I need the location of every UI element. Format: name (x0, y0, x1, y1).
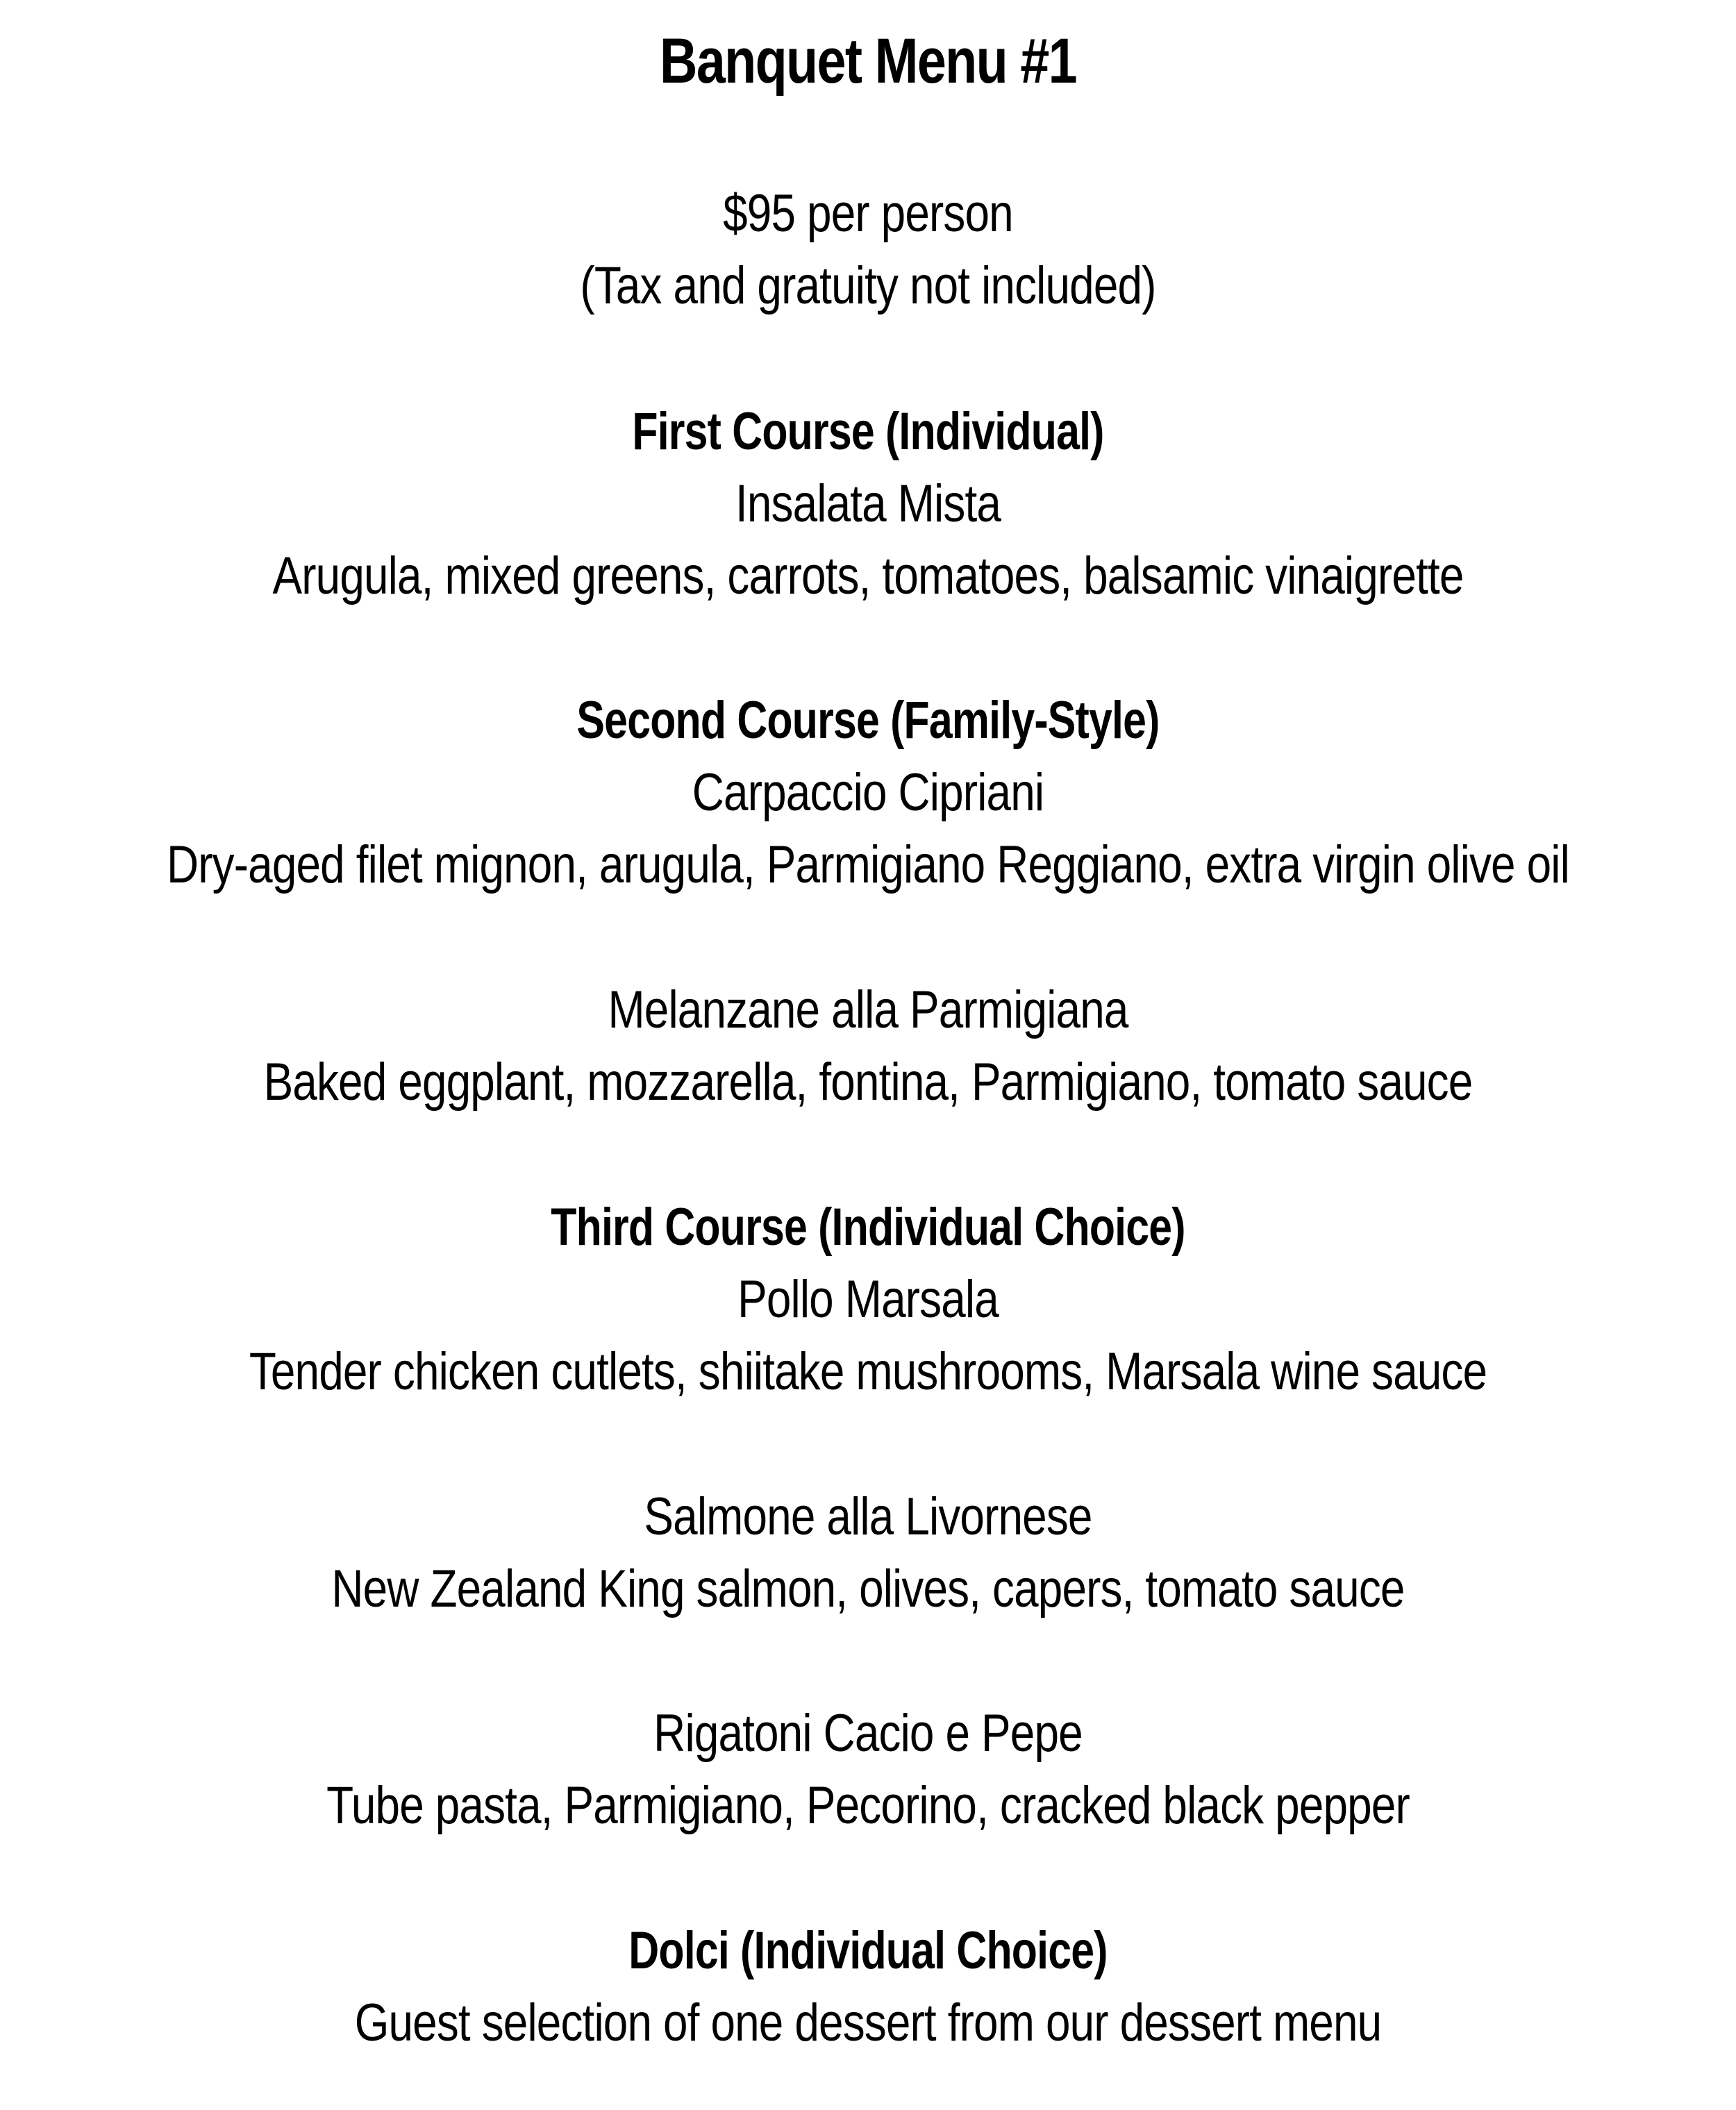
dish-description: Baked eggplant, mozzarella, fontina, Parmigiano, tomato sauce (263, 1053, 1473, 1112)
dish-description: New Zealand King salmon, olives, capers, tomato sauce (331, 1559, 1405, 1618)
dish-description: Guest selection of one dessert from our dessert menu (354, 1993, 1382, 2052)
dish-name: Insalata Mista (735, 474, 1001, 533)
dish-description: Tube pasta, Parmigiano, Pecorino, cracked black pepper (326, 1776, 1410, 1835)
course-heading-first: First Course (Individual) (632, 402, 1104, 461)
course-heading-dolci: Dolci (Individual Choice) (628, 1921, 1108, 1980)
dish-name: Melanzane alla Parmigiana (608, 980, 1128, 1039)
menu-price-note: (Tax and gratuity not included) (580, 256, 1156, 315)
dish-name: Pollo Marsala (737, 1270, 999, 1329)
menu-price: $95 per person (723, 184, 1013, 243)
menu-title: Banquet Menu #1 (660, 26, 1076, 97)
dish-name: Carpaccio Cipriani (692, 763, 1044, 822)
dish-description: Dry-aged filet mignon, arugula, Parmigiano Reggiano, extra virgin olive oil (167, 835, 1569, 894)
dish-description: Arugula, mixed greens, carrots, tomatoes, balsamic vinaigrette (272, 546, 1464, 605)
dish-description: Tender chicken cutlets, shiitake mushrooms, Marsala wine sauce (249, 1342, 1487, 1401)
course-heading-third: Third Course (Individual Choice) (551, 1198, 1185, 1257)
course-heading-second: Second Course (Family-Style) (576, 691, 1160, 750)
dish-name: Salmone alla Livornese (644, 1487, 1092, 1546)
dish-name: Rigatoni Cacio e Pepe (653, 1704, 1083, 1763)
